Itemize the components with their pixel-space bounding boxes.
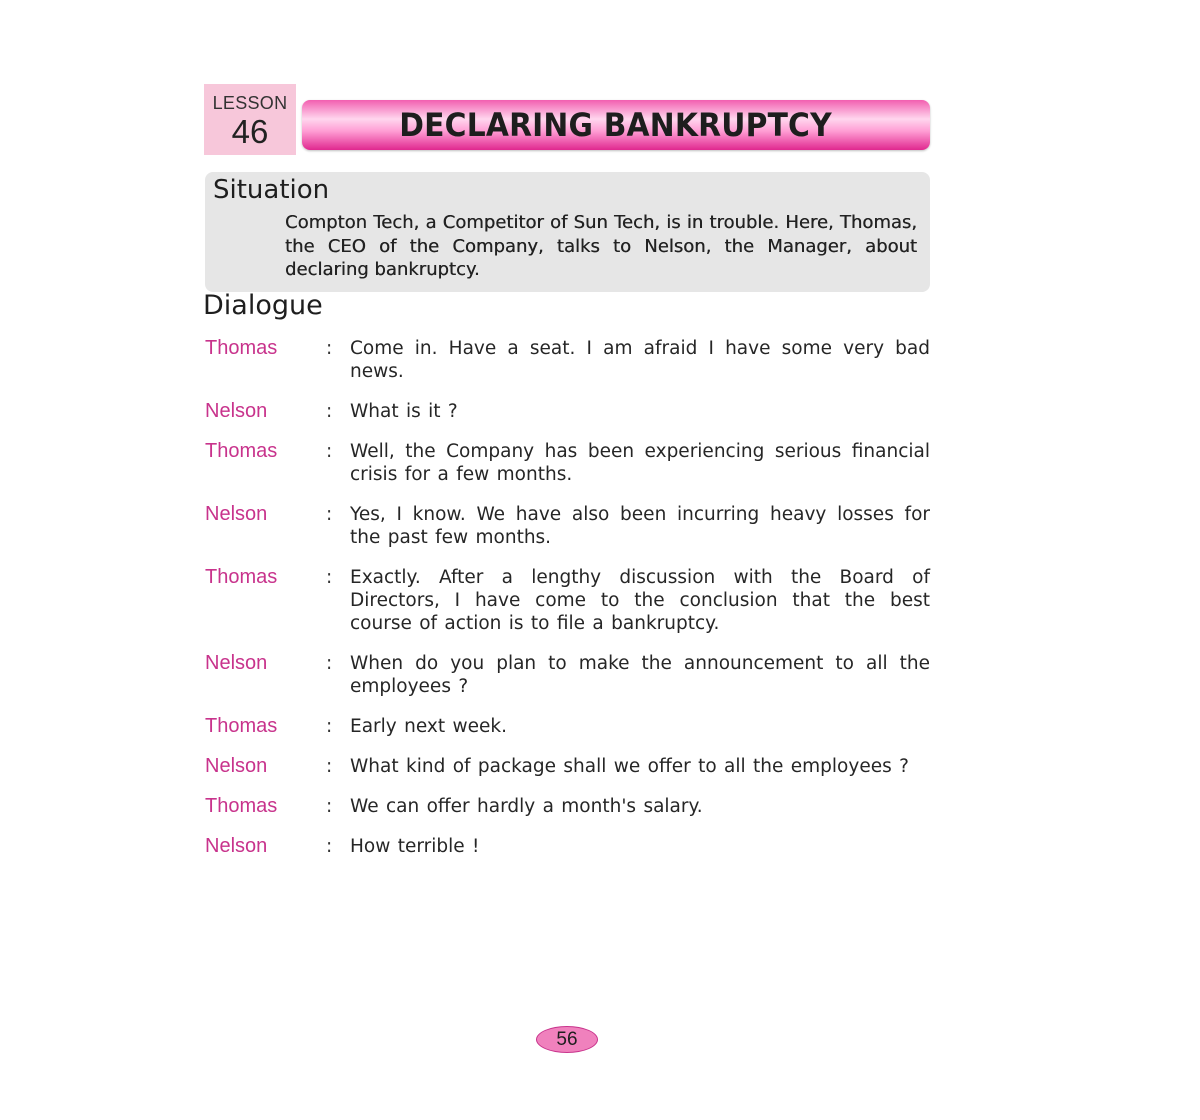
speech-text: Yes, I know. We have also been incurring heavy losses for the past few months.: [350, 504, 930, 548]
page-title: DECLARING BANKRUPTCY: [399, 106, 833, 144]
speaker-separator: :: [326, 716, 333, 737]
lesson-badge: [204, 84, 296, 155]
speaker-separator: :: [326, 796, 333, 817]
speech-text: Exactly. After a lengthy discussion with the Board of Directors, I have come to the conclusion that the best course of action is to file a bankruptcy.: [350, 567, 930, 634]
page-number: 56: [536, 1026, 598, 1053]
lesson-label: LESSON: [212, 93, 288, 113]
dialogue-line: [205, 795, 930, 818]
speaker-separator: :: [326, 836, 333, 857]
speech-text: When do you plan to make the announcement to all the employees ?: [350, 653, 930, 697]
speech-text: Early next week.: [350, 716, 507, 737]
speaker-name: Nelson: [205, 400, 268, 422]
speech-text: What kind of package shall we offer to all the employees ?: [350, 756, 909, 777]
speaker-separator: :: [326, 567, 333, 588]
lesson-number: 46: [231, 113, 269, 150]
speech-text: Come in. Have a seat. I am afraid I have some very bad news.: [350, 338, 930, 382]
speaker-separator: :: [326, 401, 333, 422]
speaker-separator: :: [326, 441, 333, 462]
situation-panel: [205, 172, 930, 292]
situation-text: Compton Tech, a Competitor of Sun Tech, is in trouble. Here, Thomas, the CEO of the Company, talks to Nelson, the Manager, about declaring bankruptcy.: [285, 212, 917, 280]
speaker-separator: :: [326, 504, 333, 525]
title-banner: [302, 100, 930, 150]
dialogue-line: [205, 652, 930, 698]
speaker-separator: :: [326, 653, 333, 674]
speaker-name: Thomas: [205, 566, 278, 588]
situation-heading: Situation: [213, 175, 330, 205]
dialogue-heading: Dialogue: [203, 290, 323, 321]
dialogue-list: [205, 337, 930, 875]
speech-text: Well, the Company has been experiencing serious financial crisis for a few months.: [350, 441, 930, 485]
speech-text: We can offer hardly a month's salary.: [350, 796, 703, 817]
dialogue-line: [205, 337, 930, 383]
speaker-name: Thomas: [205, 440, 278, 462]
speaker-name: Thomas: [205, 715, 278, 737]
speaker-name: Nelson: [205, 755, 268, 777]
dialogue-line: [205, 400, 930, 423]
dialogue-line: [205, 503, 930, 549]
speech-text: What is it ?: [350, 401, 458, 422]
speaker-name: Thomas: [205, 337, 278, 359]
dialogue-line: [205, 715, 930, 738]
dialogue-line: [205, 835, 930, 858]
speech-text: How terrible !: [350, 836, 480, 857]
speaker-name: Thomas: [205, 795, 278, 817]
speaker-name: Nelson: [205, 503, 268, 525]
speaker-name: Nelson: [205, 652, 268, 674]
speaker-name: Nelson: [205, 835, 268, 857]
speaker-separator: :: [326, 756, 333, 777]
speaker-separator: :: [326, 338, 333, 359]
dialogue-line: [205, 566, 930, 635]
dialogue-line: [205, 755, 930, 778]
dialogue-line: [205, 440, 930, 486]
